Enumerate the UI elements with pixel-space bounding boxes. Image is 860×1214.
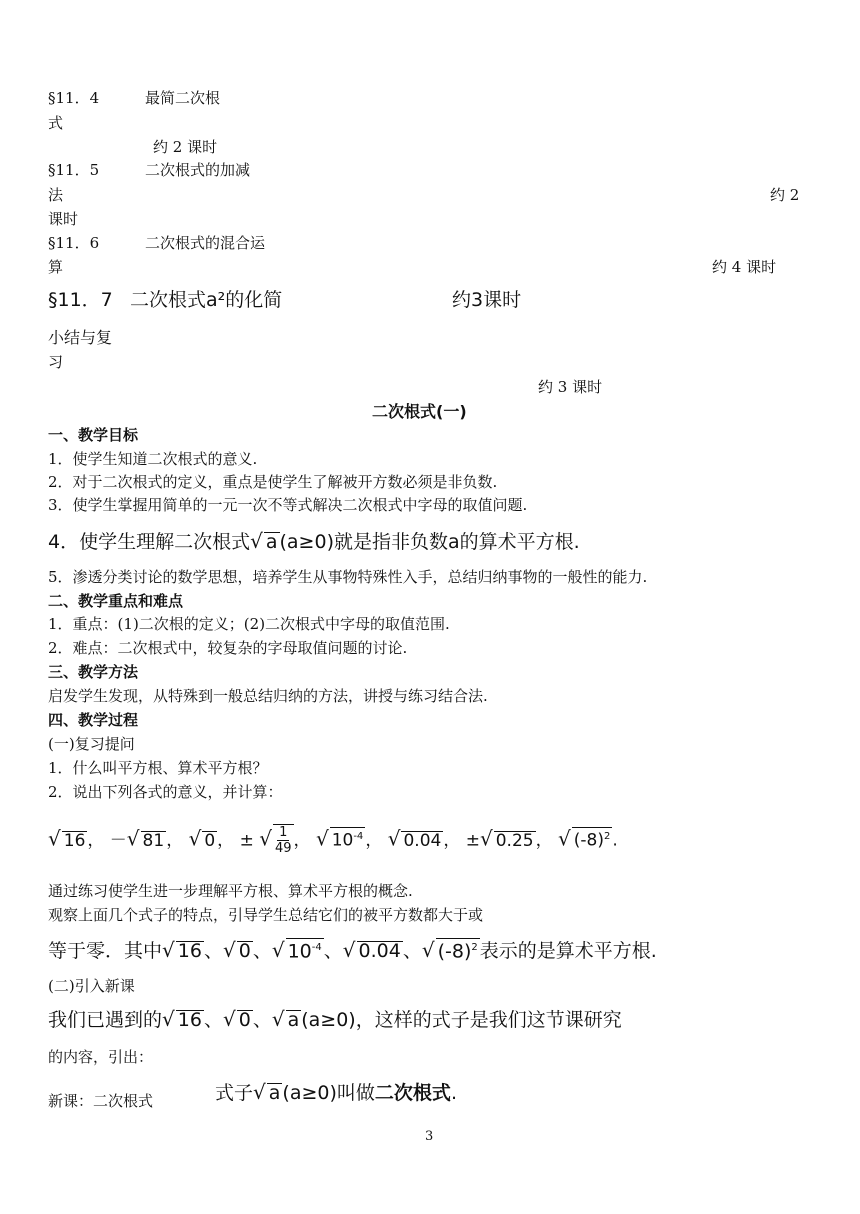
new-line: 我们已遇到的√ 16 、√ 0 、√ a (a≥0)，这样的式子是我们这节课研究 — [48, 1007, 622, 1031]
toc-11-4-title: 最简二次根 — [145, 89, 221, 107]
goals-heading: 一、教学目标 — [48, 426, 139, 444]
review-q1: 1．什么叫平方根、算术平方根？ — [48, 759, 268, 777]
review-expressions: √ 16 ， －√ 81 ， √ 0 ， ± √ $\frac{1}{49}$ ， √ $10^{-4}$ ， √ 0.04 ， ±√ 0.25 ， √ $(-8)^2$ . — [48, 825, 618, 856]
toc-11-5-hours: 约 2 — [770, 186, 800, 204]
goal-1: 1．使学生知道二次根式的意义. — [48, 450, 258, 468]
key-heading: 二、教学重点和难点 — [48, 592, 184, 610]
toc-review-title-wrap: 习 — [48, 353, 64, 371]
toc-11-4-hours: 约 2 课时 — [153, 138, 218, 156]
method-heading: 三、教学方法 — [48, 663, 139, 681]
toc-11-4-title-wrap: 式 — [48, 114, 64, 132]
page-number: 3 — [425, 1129, 434, 1144]
goal-2: 2．对于二次根式的定义，重点是使学生了解被开方数必须是非负数. — [48, 473, 498, 491]
method-text: 启发学生发现，从特殊到一般总结归纳的方法，讲授与练习结合法. — [48, 687, 488, 705]
goal-4-radicand: a — [265, 531, 278, 553]
toc-11-7-title: 二次根式a²的化简 — [130, 289, 283, 311]
new-heading: (二)引入新课 — [48, 977, 135, 995]
goal-4: 4．使学生理解二次根式√ a (a≥0)就是指非负数a的算术平方根. — [48, 529, 580, 553]
lesson-title: 二次根式(一) — [372, 402, 467, 421]
goal-3: 3．使学生掌握用简单的一元一次不等式解决二次根式中字母的取值问题. — [48, 496, 528, 514]
review-after-1: 通过练习使学生进一步理解平方根、算术平方根的概念. — [48, 882, 413, 900]
zero-line: 等于零．其中√ 16 、√ 0 、√ $10^{-4}$ 、√ 0.04 、√ $(-8)^2$ 表示的是算术平方根. — [48, 938, 657, 962]
goal-5: 5．渗透分类讨论的数学思想，培养学生从事物特殊性入手，总结归纳事物的一般性的能力. — [48, 568, 648, 586]
new-label: 新课：二次根式 — [48, 1092, 154, 1110]
definition: 式子√ a (a≥0)叫做二次根式. — [215, 1080, 457, 1104]
toc-11-5-section: §11．5 — [48, 161, 100, 179]
review-heading: (一)复习提问 — [48, 735, 135, 753]
process-heading: 四、教学过程 — [48, 711, 139, 729]
toc-11-5-hours-wrap: 课时 — [48, 210, 79, 228]
toc-11-4-section: §11．4 — [48, 89, 100, 107]
toc-11-6-title: 二次根式的混合运 — [145, 234, 266, 252]
toc-11-5-title-wrap: 法 — [48, 186, 64, 204]
toc-11-5-title: 二次根式的加减 — [145, 161, 251, 179]
toc-review-hours: 约 3 课时 — [538, 378, 603, 396]
toc-11-7-hours: 约3课时 — [452, 289, 522, 311]
toc-11-7-section: §11．7 — [48, 289, 113, 311]
toc-11-6-section: §11．6 — [48, 234, 100, 252]
definition-term: 二次根式 — [374, 1082, 451, 1104]
new-after: 的内容，引出： — [48, 1048, 154, 1066]
key-1: 1．重点：(1)二次根的定义；(2)二次根式中字母的取值范围. — [48, 615, 450, 633]
toc-11-6-title-wrap: 算 — [48, 258, 64, 276]
review-q2: 2．说出下列各式的意义，并计算： — [48, 783, 283, 801]
toc-review-title: 小结与复 — [48, 328, 113, 347]
toc-11-6-hours: 约 4 课时 — [712, 258, 777, 276]
key-2: 2．难点：二次根式中，较复杂的字母取值问题的讨论. — [48, 639, 408, 657]
review-after-2: 观察上面几个式子的特点，引导学生总结它们的被平方数都大于或 — [48, 906, 484, 924]
